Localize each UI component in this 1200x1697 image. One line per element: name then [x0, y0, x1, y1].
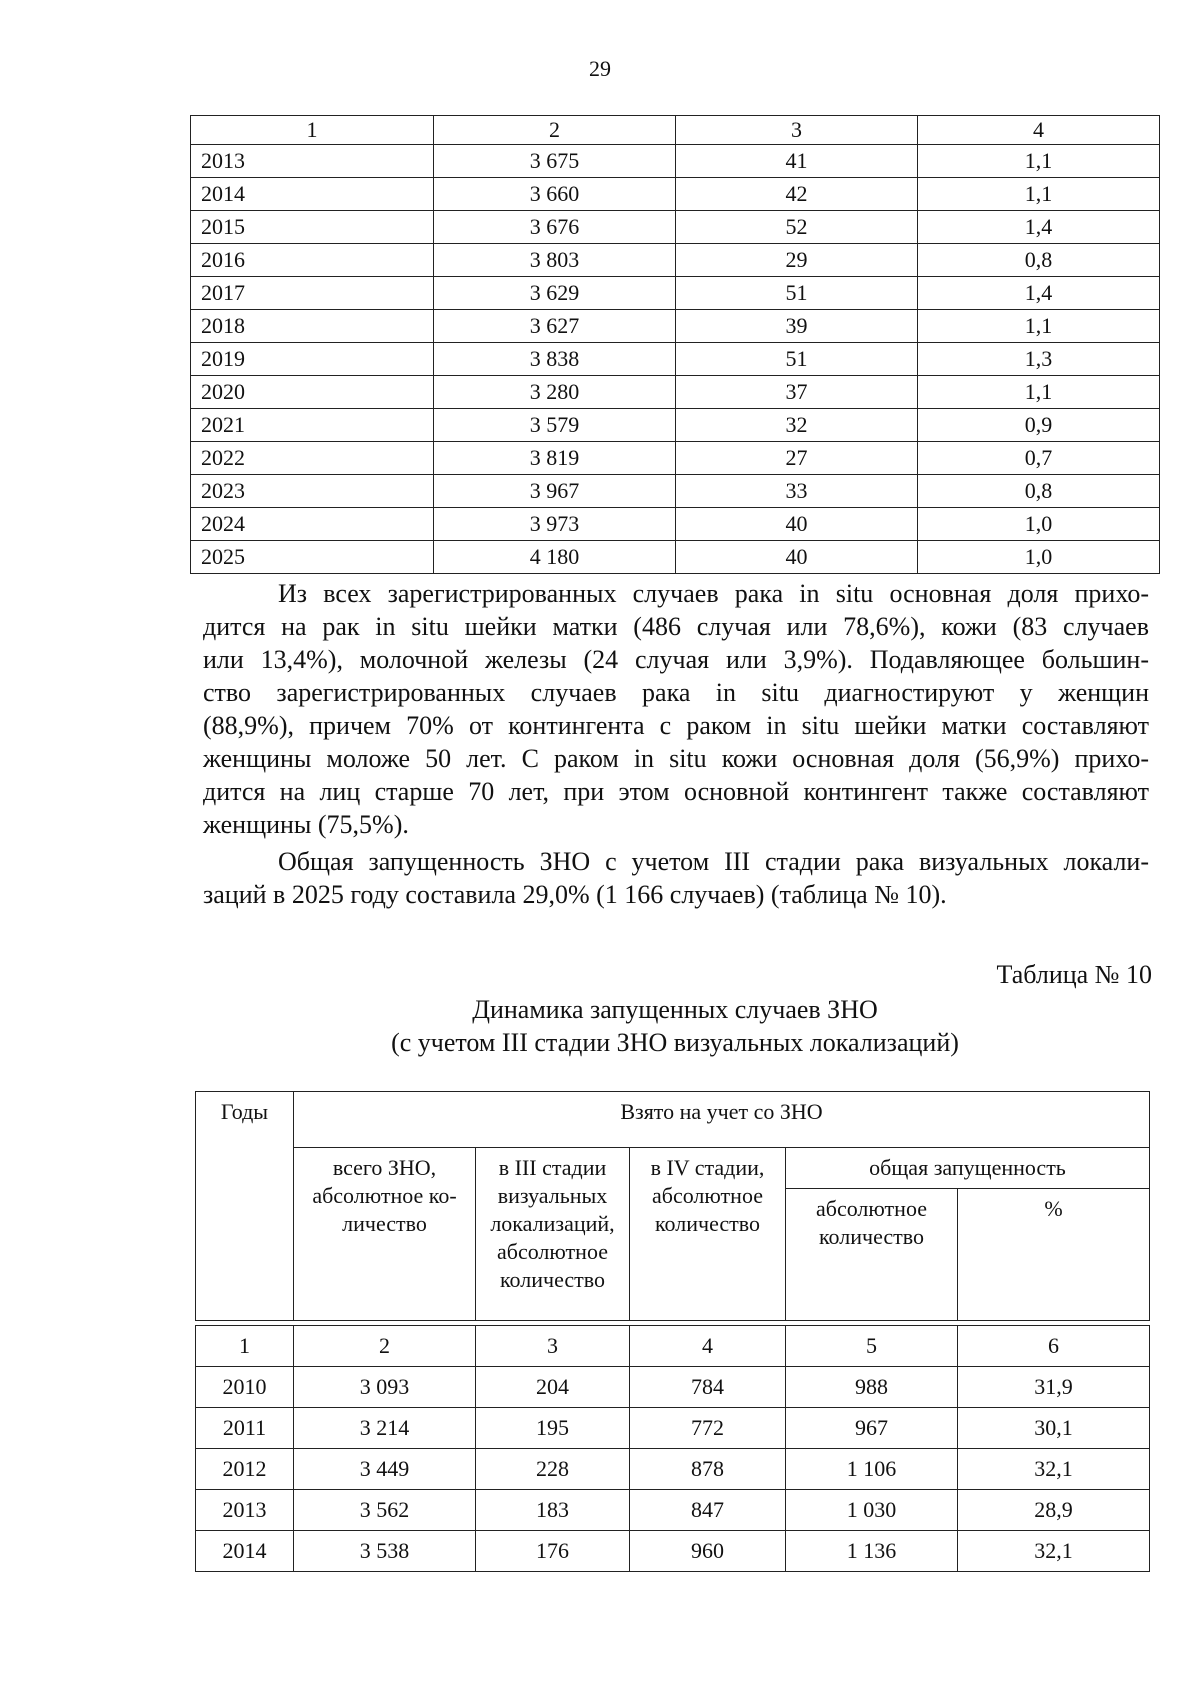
table-cell: 1	[196, 1326, 294, 1367]
table-cell: 3 579	[434, 409, 676, 442]
table-cell: 37	[676, 376, 918, 409]
table-cell: 1,1	[918, 178, 1160, 211]
paragraph-line: или 13,4%), молочной железы (24 случая или 3,9%). Подавляющее большин-	[203, 645, 1149, 674]
table10-header	[195, 1091, 1150, 1321]
header-absolute: абсолютное количество	[786, 1189, 958, 1321]
table-row	[196, 1531, 1150, 1572]
table-title-line2: (с учетом III стадии ЗНО визуальных локализаций)	[391, 1028, 959, 1057]
table-cell: 30,1	[958, 1408, 1150, 1449]
table-cell: 3 538	[294, 1531, 476, 1572]
table-cell: 3 967	[434, 475, 676, 508]
table-cell: 847	[630, 1490, 786, 1531]
table-cell: 2024	[191, 508, 434, 541]
paragraph-line: дится на лиц старше 70 лет, при этом основной контингент также составляют	[203, 777, 1149, 806]
table-column-numbers	[191, 116, 1160, 145]
table-cell: 3	[476, 1326, 630, 1367]
table-cell: 29	[676, 244, 918, 277]
table-row	[191, 409, 1160, 442]
table-cell: 33	[676, 475, 918, 508]
paragraph-line: дится на рак in situ шейки матки (486 случая или 78,6%), кожи (83 случаев	[203, 612, 1149, 641]
table-cell: 1,1	[918, 145, 1160, 178]
table10-column-numbers	[196, 1326, 1150, 1367]
table-cell: 51	[676, 343, 918, 376]
table-cell: 39	[676, 310, 918, 343]
table-cell: 32,1	[958, 1449, 1150, 1490]
table-cell: 2	[294, 1326, 476, 1367]
paragraph-line: ство зарегистрированных случаев рака in situ диагностируют у женщин	[203, 678, 1149, 707]
table-cell: 2025	[191, 541, 434, 574]
table-cell: 28,9	[958, 1490, 1150, 1531]
table-row	[196, 1449, 1150, 1490]
table-cell: 3 629	[434, 277, 676, 310]
table-title-line1: Динамика запущенных случаев ЗНО	[472, 995, 878, 1024]
table-cell: 1,4	[918, 211, 1160, 244]
paragraph-line: Из всех зарегистрированных случаев рака in situ основная доля прихо-	[278, 579, 1149, 608]
table-cell: 967	[786, 1408, 958, 1449]
header-registered: Взято на учет со ЗНО	[294, 1092, 1150, 1148]
table-cell: 4 180	[434, 541, 676, 574]
table-cell: 2019	[191, 343, 434, 376]
table-cell: 1,4	[918, 277, 1160, 310]
header-overall-neglect: общая запущенность	[786, 1148, 1150, 1189]
table-cell: 0,8	[918, 244, 1160, 277]
table-cell: 0,8	[918, 475, 1160, 508]
table-cell: 3 449	[294, 1449, 476, 1490]
table-cell: 878	[630, 1449, 786, 1490]
table-cell: 960	[630, 1531, 786, 1572]
table-cell: 6	[958, 1326, 1150, 1367]
table-cell: 2013	[191, 145, 434, 178]
table-cell: 3 093	[294, 1367, 476, 1408]
table10-body	[195, 1325, 1150, 1572]
table-cell: 1,0	[918, 541, 1160, 574]
table-row	[191, 442, 1160, 475]
table-cell: 204	[476, 1367, 630, 1408]
table-row	[196, 1490, 1150, 1531]
table-cell: 2014	[191, 178, 434, 211]
table-cell: 3 838	[434, 343, 676, 376]
table-cell: 2	[434, 116, 676, 145]
table-cell: 1,0	[918, 508, 1160, 541]
paragraph-line: заций в 2025 году составила 29,0% (1 166 случаев) (таблица № 10).	[203, 880, 947, 909]
header-total: всего ЗНО, абсолютное ко-личество	[294, 1148, 476, 1321]
table-cell: 3 676	[434, 211, 676, 244]
table-row	[191, 211, 1160, 244]
table-cell: 2020	[191, 376, 434, 409]
paragraph-line: Общая запущенность ЗНО с учетом III стадии рака визуальных локали-	[278, 847, 1149, 876]
table-cell: 2022	[191, 442, 434, 475]
table-cell: 2011	[196, 1408, 294, 1449]
table-row	[191, 178, 1160, 211]
table-cell: 3 627	[434, 310, 676, 343]
table-cell: 3 803	[434, 244, 676, 277]
table-cell: 32	[676, 409, 918, 442]
table-cell: 2014	[196, 1531, 294, 1572]
page-number: 29	[589, 56, 611, 81]
table-cell: 2023	[191, 475, 434, 508]
paragraph-line: женщины моложе 50 лет. С раком in situ кожи основная доля (56,9%) прихо-	[203, 744, 1149, 773]
paragraph-in-situ	[203, 577, 1149, 841]
table-cell: 4	[918, 116, 1160, 145]
paragraph-neglect	[203, 845, 1149, 911]
table-cell: 42	[676, 178, 918, 211]
table-cell: 228	[476, 1449, 630, 1490]
table-cell: 2018	[191, 310, 434, 343]
table-cell: 52	[676, 211, 918, 244]
table-cell: 1 136	[786, 1531, 958, 1572]
paragraph-line: (88,9%), причем 70% от контингента с раком in situ шейки матки составляют	[203, 711, 1149, 740]
table-cell: 3 660	[434, 178, 676, 211]
table-cell: 3 214	[294, 1408, 476, 1449]
table-cell: 0,7	[918, 442, 1160, 475]
table-cell: 3 280	[434, 376, 676, 409]
table-cell: 2021	[191, 409, 434, 442]
table-cell: 176	[476, 1531, 630, 1572]
table-cell: 1	[191, 116, 434, 145]
table-row	[191, 145, 1160, 178]
table-row	[191, 376, 1160, 409]
table-cell: 2012	[196, 1449, 294, 1490]
continued-table	[190, 115, 1160, 574]
table-cell: 1,1	[918, 310, 1160, 343]
table-row	[191, 475, 1160, 508]
table-cell: 51	[676, 277, 918, 310]
table-cell: 1,3	[918, 343, 1160, 376]
table-cell: 27	[676, 442, 918, 475]
table-cell: 4	[630, 1326, 786, 1367]
paragraph-line: женщины (75,5%).	[203, 810, 409, 839]
table-cell: 2010	[196, 1367, 294, 1408]
table-row	[196, 1367, 1150, 1408]
table-cell: 0,9	[918, 409, 1160, 442]
table-cell: 31,9	[958, 1367, 1150, 1408]
table-cell: 40	[676, 508, 918, 541]
header-years: Годы	[196, 1092, 294, 1321]
table-cell: 2013	[196, 1490, 294, 1531]
table-cell: 1 106	[786, 1449, 958, 1490]
table-row	[191, 310, 1160, 343]
header-stage4: в IV стадии, абсолютное количество	[630, 1148, 786, 1321]
table-cell: 2015	[191, 211, 434, 244]
table-cell: 183	[476, 1490, 630, 1531]
table-cell: 784	[630, 1367, 786, 1408]
table-cell: 5	[786, 1326, 958, 1367]
table-cell: 32,1	[958, 1531, 1150, 1572]
table-cell: 1 030	[786, 1490, 958, 1531]
table-cell: 2016	[191, 244, 434, 277]
table-row	[191, 541, 1160, 574]
table-row	[191, 508, 1160, 541]
header-percent: %	[958, 1189, 1150, 1321]
table-number-label: Таблица № 10	[996, 960, 1152, 989]
table-cell: 41	[676, 145, 918, 178]
table-row	[196, 1408, 1150, 1449]
table-cell: 3 562	[294, 1490, 476, 1531]
table-cell: 3 819	[434, 442, 676, 475]
table-cell: 2017	[191, 277, 434, 310]
table-row	[191, 244, 1160, 277]
table-cell: 40	[676, 541, 918, 574]
table-cell: 195	[476, 1408, 630, 1449]
header-stage3: в III стадии визуальных локализаций, абсолютное количество	[476, 1148, 630, 1321]
table-row	[191, 277, 1160, 310]
table-row	[191, 343, 1160, 376]
table-cell: 3 675	[434, 145, 676, 178]
table-cell: 1,1	[918, 376, 1160, 409]
table-cell: 3	[676, 116, 918, 145]
table-cell: 988	[786, 1367, 958, 1408]
table-cell: 3 973	[434, 508, 676, 541]
table-cell: 772	[630, 1408, 786, 1449]
